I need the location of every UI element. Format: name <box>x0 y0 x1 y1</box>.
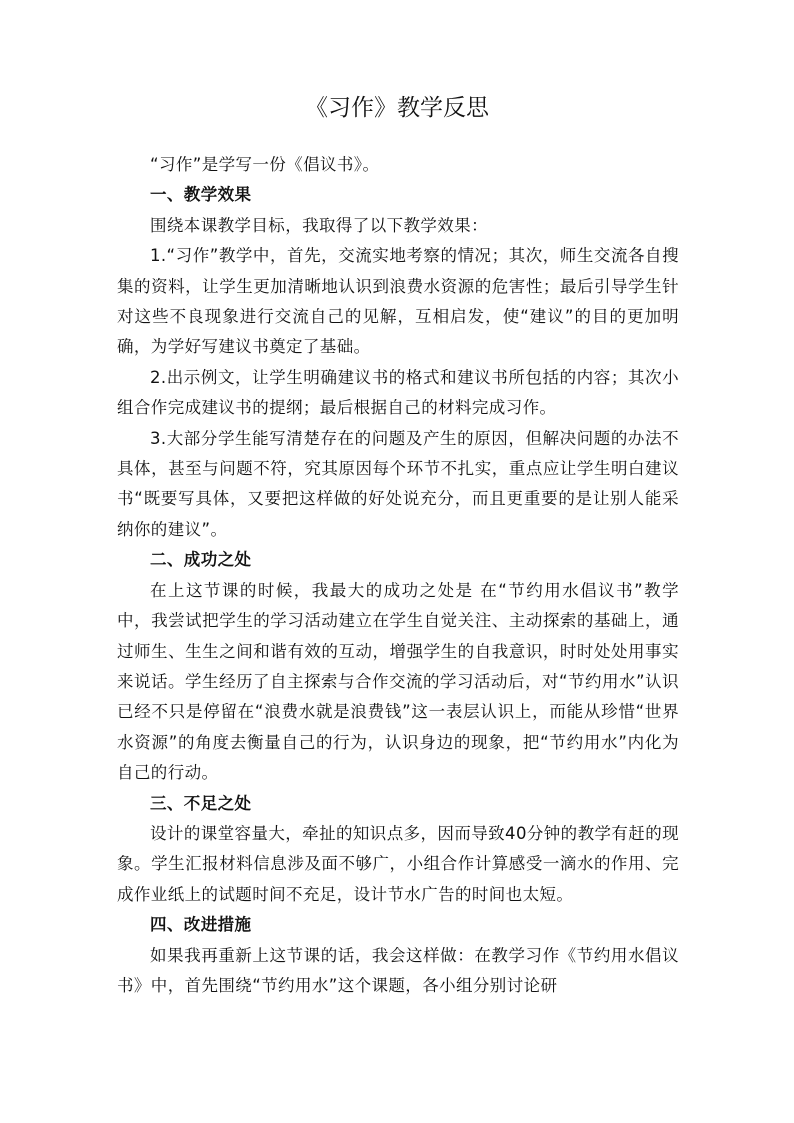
document-title: 《习作》教学反思 <box>305 95 489 121</box>
paragraph: 2.出示例文，让学生明确建议书的格式和建议书所包括的内容；其次小组合作完成建议书的提纲；最后根据自己的材料完成习作。 <box>117 367 679 418</box>
intro-paragraph: “习作”是学写一份《倡议书》。 <box>150 155 380 174</box>
paragraph: 设计的课堂容量大，牵扯的知识点多，因而导致40分钟的教学有赶的现象。学生汇报材料信息涉及面不够广，小组合作计算感受一滴水的作用、完成作业纸上的试题时间不充足，设计节水广告的时间也太短。 <box>117 823 679 904</box>
paragraph: 3.大部分学生能写清楚存在的问题及产生的原因，但解决问题的办法不具体，甚至与问题不符，究其原因每个环节不扎实，重点应让学生明白建议书“既要写具体，又要把这样做的好处说充分，而且更重要的是让别人能采纳你的建议”。 <box>117 428 679 539</box>
section-heading-teaching-effect: 一、教学效果 <box>150 185 252 205</box>
document-body <box>117 150 679 1001</box>
paragraph: 在上这节课的时候，我最大的成功之处是 在“节约用水倡议书”教学中，我尝试把学生的学习活动建立在学生自觉关注、主动探索的基础上，通过师生、生生之间和谐有效的互动，增强学生的自我意识，时时处处用事实来说话。学生经历了自主探索与合作交流的学习活动后，对“节约用水”认识已经不只是停留在“浪费水就是浪费钱”这一表层认识上，而能从珍惜“世界水资源”的角度去衡量自己的行为，认识身边的现象，把“节约用水”内化为自己的行动。 <box>117 580 679 783</box>
paragraph: 围绕本课教学目标，我取得了以下教学效果： <box>150 215 488 235</box>
paragraph: 如果我再重新上这节课的话，我会这样做：在教学习作《节约用水倡议书》中，首先围绕“节约用水”这个课题，各小组分别讨论研 <box>117 945 679 995</box>
section-heading-successes: 二、成功之处 <box>150 550 252 570</box>
paragraph: 1.“习作”教学中，首先，交流实地考察的情况；其次，师生交流各自搜集的资料，让学生更加清晰地认识到浪费水资源的危害性；最后引导学生针对这些不良现象进行交流自己的见解，互相启发，使“建议”的目的更加明确，为学好写建议书奠定了基础。 <box>117 246 679 357</box>
section-heading-improvements: 四、改进措施 <box>150 915 252 935</box>
section-heading-shortcomings: 三、不足之处 <box>150 793 252 813</box>
